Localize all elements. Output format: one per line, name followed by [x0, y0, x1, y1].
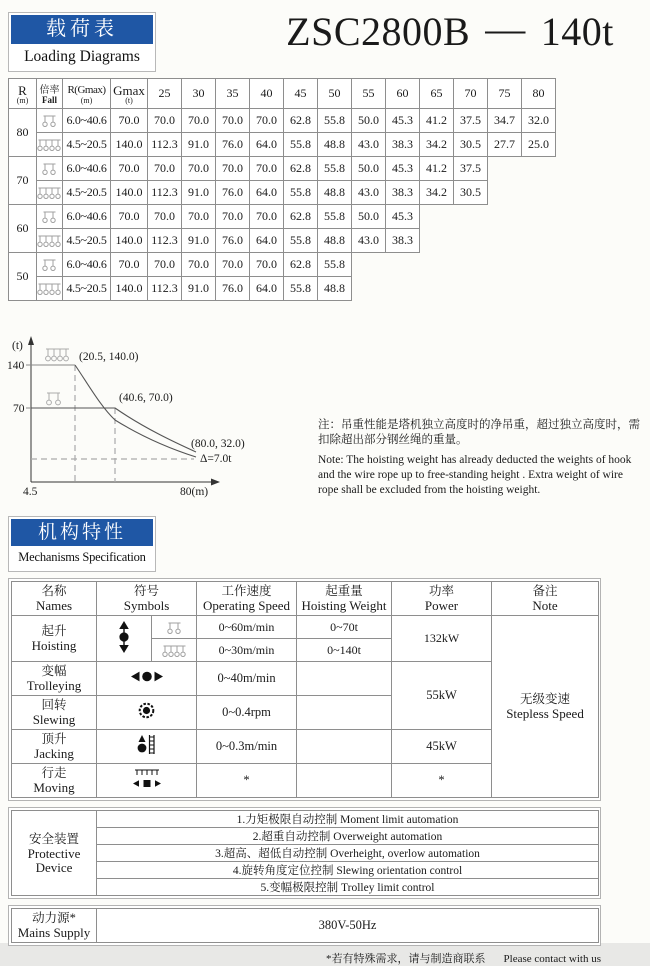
x-max-label: 80(m)	[180, 486, 209, 498]
two-fall-icon	[42, 210, 57, 224]
radius-cell: 70	[9, 157, 37, 205]
protective-row	[12, 811, 599, 828]
mech-badge-cn: 机构特性	[11, 519, 153, 546]
load-value-cell: 112.3	[148, 133, 182, 157]
rgmax-range-cell: 6.0~40.6	[63, 205, 111, 229]
x-origin-label: 4.5	[23, 486, 38, 498]
load-value-cell: 64.0	[250, 181, 284, 205]
protective-item: 3.超高、超低自动控制 Overheight, overlow automation	[97, 845, 599, 862]
fall-cell	[37, 133, 63, 157]
load-value-cell: 55.8	[318, 157, 352, 181]
loading-table-wrap	[8, 78, 556, 301]
fall-cell	[37, 157, 63, 181]
load-value-cell: 62.8	[284, 157, 318, 181]
loading-badge-cn: 载荷表	[11, 15, 153, 44]
fall-cell	[37, 205, 63, 229]
hoisting-speed-4fall: 0~30m/min	[197, 639, 297, 662]
loading-diagrams-badge	[8, 12, 156, 72]
note-en: Note: The hoisting weight has already deducted the weights of hook and the wire rope up to free-standing height . Extra weight of wire rope shall be excluded from the hoisting weight.	[318, 454, 632, 496]
col-header-rgmax: R(Gmax) (m)	[63, 79, 111, 109]
fall-cell	[37, 277, 63, 301]
loading-table-header-row	[9, 79, 556, 109]
load-value-cell: 41.2	[420, 109, 454, 133]
stepless-speed-note: 无级变速 Stepless Speed	[492, 616, 599, 798]
hoisting-name-cell: 起升 Hoisting	[12, 616, 97, 662]
load-value-cell: 70.0	[250, 109, 284, 133]
load-value-cell: 70.0	[182, 157, 216, 181]
gmax-cell: 70.0	[111, 205, 148, 229]
load-value-cell: 70.0	[182, 253, 216, 277]
load-value-cell: 64.0	[250, 133, 284, 157]
trolleying-speed: 0~40m/min	[197, 662, 297, 696]
rgmax-range-cell: 4.5~20.5	[63, 133, 111, 157]
radius-col-header: 25	[148, 79, 182, 109]
gmax-cell: 70.0	[111, 157, 148, 181]
gmax-cell: 140.0	[111, 133, 148, 157]
load-value-cell: 27.7	[488, 133, 522, 157]
slewing-name-cell: 回转 Slewing	[12, 696, 97, 730]
mains-supply-frame	[8, 905, 601, 946]
fall-cell	[37, 253, 63, 277]
load-value-cell: 48.8	[318, 133, 352, 157]
fall-cell	[37, 229, 63, 253]
four-fall-icon	[162, 644, 187, 658]
four-fall-icon	[37, 186, 62, 200]
radius-col-header: 40	[250, 79, 284, 109]
col-header-names: 名称 Names	[12, 582, 97, 616]
loading-row	[9, 109, 556, 133]
rgmax-range-cell: 4.5~20.5	[63, 277, 111, 301]
loading-row	[9, 181, 556, 205]
load-value-cell: 55.8	[284, 229, 318, 253]
load-value-cell: 38.3	[386, 133, 420, 157]
load-value-cell: 76.0	[216, 181, 250, 205]
mech-badge-en: Mechanisms Specification	[18, 550, 146, 564]
radius-cell: 50	[9, 253, 37, 301]
mains-row	[12, 909, 599, 943]
load-value-cell: 32.0	[522, 109, 556, 133]
trolleying-symbol-icon	[131, 670, 163, 683]
footer-en: Please contact with us	[503, 953, 601, 965]
load-value-cell: 70.0	[216, 157, 250, 181]
load-value-cell: 70.0	[182, 205, 216, 229]
fall-cell	[37, 181, 63, 205]
page-title	[255, 8, 645, 55]
slewing-symbol-icon	[138, 702, 155, 719]
footer-cn: *若有特殊需求，请与制造商联系	[326, 953, 486, 965]
load-value-cell: 55.8	[318, 109, 352, 133]
four-fall-icon	[37, 138, 62, 152]
load-value-cell: 48.8	[318, 277, 352, 301]
load-value-cell: 70.0	[250, 253, 284, 277]
title-dash: —	[485, 6, 526, 51]
radius-col-header: 65	[420, 79, 454, 109]
tick-140-label: 140	[7, 360, 25, 372]
annotation-end-point: (80.0, 32.0)	[191, 438, 245, 450]
load-curve-section	[0, 302, 650, 512]
load-value-cell: 50.0	[352, 109, 386, 133]
load-value-cell: 43.0	[352, 133, 386, 157]
rgmax-range-cell: 6.0~40.6	[63, 109, 111, 133]
load-value-cell: 62.8	[284, 109, 318, 133]
note-block	[318, 418, 646, 503]
load-value-cell: 30.5	[454, 133, 488, 157]
col-header-gmax: Gmax (t)	[111, 79, 148, 109]
load-value-cell: 55.8	[318, 205, 352, 229]
col-header-speed: 工作速度 Operating Speed	[197, 582, 297, 616]
protective-item: 4.旋转角度定位控制 Slewing orientation control	[97, 862, 599, 879]
gmax-cell: 70.0	[111, 109, 148, 133]
load-value-cell: 38.3	[386, 181, 420, 205]
load-value-cell: 70.0	[148, 109, 182, 133]
two-fall-icon	[167, 621, 182, 635]
load-value-cell: 50.0	[352, 157, 386, 181]
four-fall-icon	[37, 234, 62, 248]
load-value-cell: 48.8	[318, 181, 352, 205]
jacking-symbol-cell	[97, 730, 197, 764]
load-value-cell: 37.5	[454, 157, 488, 181]
col-header-note: 备注 Note	[492, 582, 599, 616]
loading-row	[9, 277, 556, 301]
load-value-cell: 70.0	[148, 157, 182, 181]
four-fall-icon	[37, 282, 62, 296]
load-value-cell: 76.0	[216, 133, 250, 157]
hoisting-power: 132kW	[392, 616, 492, 662]
radius-col-header: 35	[216, 79, 250, 109]
moving-symbol-cell	[97, 764, 197, 798]
mechanisms-table-frame	[8, 578, 601, 801]
protective-item: 5.变幅极限控制 Trolley limit control	[97, 879, 599, 896]
radius-col-header: 80	[522, 79, 556, 109]
note-cn: 注：吊重性能是塔机独立高度时的净吊重，超过独立高度时，需扣除超出部分钢丝绳的重量。	[318, 419, 640, 446]
radius-col-header: 50	[318, 79, 352, 109]
load-curve-chart	[6, 332, 336, 510]
protective-device-frame	[8, 807, 601, 899]
load-value-cell: 45.3	[386, 205, 420, 229]
gmax-cell: 70.0	[111, 253, 148, 277]
load-value-cell: 25.0	[522, 133, 556, 157]
load-value-cell: 30.5	[454, 181, 488, 205]
load-value-cell: 45.3	[386, 157, 420, 181]
load-value-cell: 43.0	[352, 229, 386, 253]
four-fall-icon	[46, 349, 69, 361]
loading-row	[9, 157, 556, 181]
two-fall-icon	[42, 114, 57, 128]
annotation-140-point: (20.5, 140.0)	[79, 351, 139, 363]
load-value-cell: 76.0	[216, 277, 250, 301]
trolleying-weight-empty	[297, 662, 392, 696]
col-header-power: 功率 Power	[392, 582, 492, 616]
load-value-cell: 34.2	[420, 181, 454, 205]
x-axis-arrow-icon	[211, 479, 220, 486]
mechanisms-table	[11, 581, 599, 798]
load-value-cell: 34.7	[488, 109, 522, 133]
load-value-cell: 34.2	[420, 133, 454, 157]
load-value-cell: 62.8	[284, 205, 318, 229]
gmax-cell: 140.0	[111, 277, 148, 301]
moving-weight-empty	[297, 764, 392, 798]
model-name: ZSC2800B	[286, 9, 471, 54]
hoisting-weight-4fall: 0~140t	[297, 639, 392, 662]
moving-speed: *	[197, 764, 297, 798]
load-value-cell: 37.5	[454, 109, 488, 133]
loading-row	[9, 205, 556, 229]
y-axis-arrow-icon	[28, 336, 34, 345]
two-fall-cell	[152, 616, 197, 639]
radius-col-header: 75	[488, 79, 522, 109]
jacking-symbol-icon	[137, 734, 156, 755]
col-header-fall: 倍率 Fall	[37, 79, 63, 109]
moving-name-cell: 行走 Moving	[12, 764, 97, 798]
radius-col-header: 60	[386, 79, 420, 109]
jacking-speed: 0~0.3m/min	[197, 730, 297, 764]
radius-col-header: 55	[352, 79, 386, 109]
hoisting-speed-2fall: 0~60m/min	[197, 616, 297, 639]
mechanisms-badge	[8, 516, 156, 572]
load-value-cell: 64.0	[250, 277, 284, 301]
mains-title-cell: 动力源* Mains Supply	[12, 909, 97, 943]
load-value-cell: 70.0	[216, 253, 250, 277]
annotation-70-point: (40.6, 70.0)	[119, 392, 173, 404]
rgmax-range-cell: 6.0~40.6	[63, 253, 111, 277]
capacity-label: 140t	[540, 9, 614, 54]
loading-row	[9, 253, 556, 277]
rgmax-range-cell: 4.5~20.5	[63, 229, 111, 253]
hoisting-weight-2fall: 0~70t	[297, 616, 392, 639]
mains-supply-table	[11, 908, 599, 943]
radius-col-header: 45	[284, 79, 318, 109]
protective-device-table	[11, 810, 599, 896]
rgmax-range-cell: 6.0~40.6	[63, 157, 111, 181]
load-value-cell: 91.0	[182, 133, 216, 157]
trolley-slew-power: 55kW	[392, 662, 492, 730]
protective-item: 1.力矩极限自动控制 Moment limit automation	[97, 811, 599, 828]
trolleying-name-cell: 变幅 Trolleying	[12, 662, 97, 696]
col-header-radius: R (m)	[9, 79, 37, 109]
load-value-cell: 48.8	[318, 229, 352, 253]
mechanisms-section	[0, 512, 650, 966]
rgmax-range-cell: 4.5~20.5	[63, 181, 111, 205]
radius-col-header: 70	[454, 79, 488, 109]
mech-header-row	[12, 582, 599, 616]
annotation-delta: Δ=7.0t	[200, 453, 232, 465]
mains-value: 380V-50Hz	[97, 909, 599, 943]
load-value-cell: 112.3	[148, 277, 182, 301]
radius-cell: 80	[9, 109, 37, 157]
col-header-weight: 起重量 Hoisting Weight	[297, 582, 392, 616]
radius-col-header: 30	[182, 79, 216, 109]
hoisting-row-2fall	[12, 616, 599, 639]
load-value-cell: 55.8	[284, 133, 318, 157]
two-fall-icon	[42, 258, 57, 272]
hoisting-symbol-cell	[97, 616, 152, 662]
tick-70-label: 70	[13, 403, 25, 415]
load-value-cell: 55.8	[318, 253, 352, 277]
load-value-cell: 112.3	[148, 181, 182, 205]
load-value-cell: 43.0	[352, 181, 386, 205]
loading-table	[8, 78, 556, 301]
four-fall-cell	[152, 639, 197, 662]
load-value-cell: 76.0	[216, 229, 250, 253]
load-value-cell: 91.0	[182, 277, 216, 301]
load-value-cell: 45.3	[386, 109, 420, 133]
footer-note	[0, 950, 601, 966]
load-value-cell: 70.0	[182, 109, 216, 133]
fall-cell	[37, 109, 63, 133]
gmax-cell: 140.0	[111, 229, 148, 253]
load-value-cell: 41.2	[420, 157, 454, 181]
load-value-cell: 112.3	[148, 229, 182, 253]
loading-row	[9, 133, 556, 157]
moving-power: *	[392, 764, 492, 798]
protective-row	[12, 845, 599, 862]
y-axis-unit-label: (t)	[12, 340, 23, 352]
load-value-cell: 70.0	[250, 205, 284, 229]
two-fall-icon	[42, 162, 57, 176]
load-value-cell: 70.0	[148, 253, 182, 277]
col-header-symbols: 符号 Symbols	[97, 582, 197, 616]
trolleying-symbol-cell	[97, 662, 197, 696]
protective-title-cell: 安全装置 Protective Device	[12, 811, 97, 896]
load-value-cell: 70.0	[216, 205, 250, 229]
slewing-symbol-cell	[97, 696, 197, 730]
protective-row	[12, 828, 599, 845]
jacking-name-cell: 顶升 Jacking	[12, 730, 97, 764]
protective-row	[12, 862, 599, 879]
radius-cell: 60	[9, 205, 37, 253]
protective-item: 2.超重自动控制 Overweight automation	[97, 828, 599, 845]
gmax-cell: 140.0	[111, 181, 148, 205]
protective-row	[12, 879, 599, 896]
moving-symbol-icon	[131, 768, 163, 790]
load-value-cell: 62.8	[284, 253, 318, 277]
loading-badge-en: Loading Diagrams	[24, 48, 140, 65]
load-value-cell: 55.8	[284, 277, 318, 301]
hoisting-symbol-icon	[117, 621, 131, 653]
reference-dashes	[31, 365, 194, 482]
load-value-cell: 70.0	[148, 205, 182, 229]
load-value-cell: 91.0	[182, 229, 216, 253]
load-value-cell: 70.0	[250, 157, 284, 181]
slewing-weight-empty	[297, 696, 392, 730]
load-value-cell: 38.3	[386, 229, 420, 253]
slewing-speed: 0~0.4rpm	[197, 696, 297, 730]
load-value-cell: 70.0	[216, 109, 250, 133]
load-value-cell: 50.0	[352, 205, 386, 229]
load-value-cell: 91.0	[182, 181, 216, 205]
loading-row	[9, 229, 556, 253]
jacking-power: 45kW	[392, 730, 492, 764]
two-fall-icon	[47, 393, 61, 405]
two-fall-curve	[31, 408, 196, 452]
load-value-cell: 64.0	[250, 229, 284, 253]
jacking-weight-empty	[297, 730, 392, 764]
load-value-cell: 55.8	[284, 181, 318, 205]
